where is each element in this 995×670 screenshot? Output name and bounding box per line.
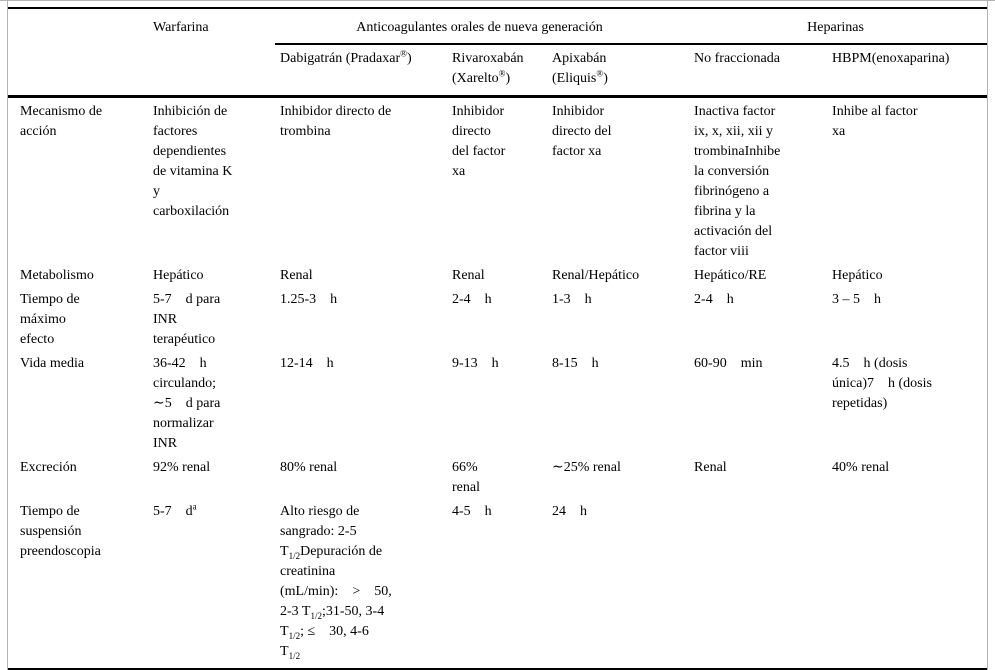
cell-excrecion-rivaroxaban: 66% renal: [452, 460, 480, 495]
cell-vida-media-warfarina: 36-42 h circulando; ∼5 d para normalizar INR: [153, 356, 221, 451]
cell-mecanismo-rivaroxaban: Inhibidor directo del factor xa: [452, 104, 506, 179]
col-header-no-fraccionada: No fraccionada: [689, 44, 827, 97]
cell-tiempo-maximo-warfarina: 5-7 d para INR terapéutico: [153, 292, 221, 347]
row-label-metabolismo: Metabolismo: [20, 268, 94, 283]
cell-suspension-warfarina: 5-7 $d^a$: [153, 501, 197, 519]
cell-excrecion-dabigatran: 80% renal: [280, 460, 338, 475]
anticoagulants-comparison-table: [8, 7, 987, 670]
cell-vida-media-dabigatran: 12-14 h: [280, 356, 334, 371]
group-header-row: [8, 8, 987, 44]
table-row-metabolismo: [8, 262, 987, 286]
table-row-mecanismo: [8, 97, 987, 263]
cell-mecanismo-apixaban: Inhibidor directo del factor xa: [552, 104, 612, 159]
cell-metabolismo-warfarina: Hepático: [153, 268, 204, 283]
col-header-apixaban: Apixabán (Eliquis®): [547, 44, 689, 97]
cell-mecanismo-dabigatran: Inhibidor directo de trombina: [280, 104, 392, 139]
cell-mecanismo-hbpm: Inhibe al factor xa: [832, 104, 918, 139]
row-label-tiempo-suspension-preendoscopia: Tiempo de suspensión preendoscopia: [20, 504, 101, 559]
corner-cell: [8, 8, 148, 97]
cell-excrecion-no-fraccionada: Renal: [694, 460, 727, 475]
cell-suspension-hbpm: [827, 498, 987, 669]
group-header-anticoagulantes-nueva-generacion: Anticoagulantes orales de nueva generación: [275, 8, 689, 44]
cell-vida-media-apixaban: 8-15 h: [552, 356, 599, 371]
table-row-vida-media: [8, 350, 987, 454]
row-label-tiempo-maximo-efecto: Tiempo de máximo efecto: [20, 292, 80, 347]
cell-mecanismo-no-fraccionada: Inactiva factor ix, x, xii, xii y trombinaInhibe la conversión fibrinógeno a fibrina y la activación del factor viii: [694, 104, 781, 259]
table-frame: [7, 1, 988, 670]
table-row-excrecion: [8, 454, 987, 498]
cell-excrecion-hbpm: 40% renal: [832, 460, 890, 475]
cell-suspension-rivaroxaban: 4-5 h: [452, 504, 492, 519]
cell-vida-media-no-fraccionada: 60-90 min: [694, 356, 763, 371]
cell-vida-media-hbpm: 4.5 h (dosis única)7 h (dosis repetidas): [832, 356, 932, 411]
cell-mecanismo-warfarina: Inhibición de factores dependientes de vitamina K y carboxilación: [153, 104, 233, 219]
col-header-dabigatran: Dabigatrán (Pradaxar®): [275, 44, 447, 97]
cell-suspension-apixaban: 24 h: [552, 504, 587, 519]
row-label-vida-media: Vida media: [20, 356, 85, 371]
cell-metabolismo-apixaban: Renal/Hepático: [552, 268, 640, 283]
row-label-excrecion: Excreción: [20, 460, 77, 475]
cell-tiempo-maximo-dabigatran: 1.25-3 h: [280, 292, 338, 307]
cell-tiempo-maximo-rivaroxaban: 2-4 h: [452, 292, 492, 307]
cell-tiempo-maximo-hbpm: 3 – 5 h: [832, 292, 882, 307]
col-header-hbpm-enoxaparina: HBPM(enoxaparina): [827, 44, 987, 97]
col-header-warfarina: Warfarina: [148, 8, 275, 97]
cell-metabolismo-no-fraccionada: Hepático/RE: [694, 268, 767, 283]
cell-metabolismo-hbpm: Hepático: [832, 268, 883, 283]
table-row-tiempo-maximo-efecto: [8, 286, 987, 350]
cell-metabolismo-rivaroxaban: Renal: [452, 268, 485, 283]
group-header-heparinas: Heparinas: [689, 8, 987, 44]
cell-excrecion-apixaban: ∼25% renal: [552, 460, 621, 475]
cell-tiempo-maximo-no-fraccionada: 2-4 h: [694, 292, 734, 307]
cell-tiempo-maximo-apixaban: 1-3 h: [552, 292, 592, 307]
cell-excrecion-warfarina: 92% renal: [153, 460, 211, 475]
cell-suspension-dabigatran: Alto riesgo de sangrado: 2-5 $T_{1/2}Depuración$ de creatinina (mL/min): > 50, 2-3 $T_{1/2};31-50$, 3-4 $T_{1/2}$; ≤ 30, 4-6 $T_{1/2}$: [280, 504, 392, 661]
col-header-rivaroxaban: Rivaroxabán (Xarelto®): [447, 44, 547, 97]
cell-suspension-no-fraccionada: [689, 498, 827, 669]
table-row-tiempo-suspension: [8, 498, 987, 669]
row-label-mecanismo-de-accion: Mecanismo de acción: [20, 104, 103, 139]
cell-metabolismo-dabigatran: Renal: [280, 268, 313, 283]
cell-vida-media-rivaroxaban: 9-13 h: [452, 356, 499, 371]
